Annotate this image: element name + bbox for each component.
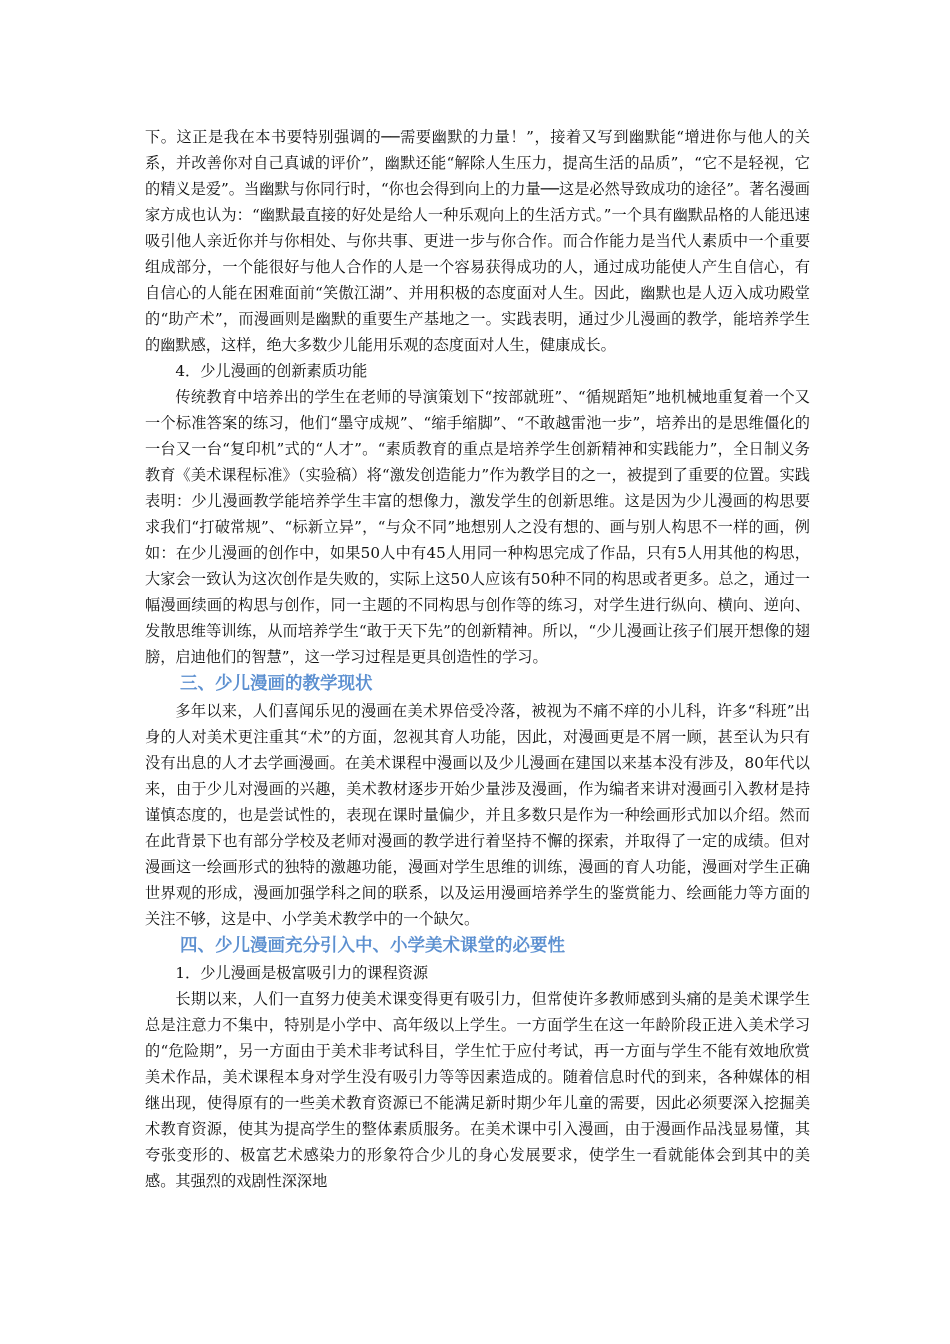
- document-page: [145, 124, 810, 1194]
- section-heading-necessity: 四、少儿漫画充分引入中、小学美术课堂的必要性: [180, 936, 565, 956]
- subheading-innovation-function: 4．少儿漫画的创新素质功能: [175, 362, 368, 380]
- paragraph-humor-continuation: 下。这正是我在本书要特别强调的──需要幽默的力量！”，接着又写到幽默能“增进你与他人的关系，并改善你对自己真诚的评价”，幽默还能“解除人生压力，提高生活的品质”，“它不是轻视，它的精义是爱”。当幽默与你同行时，“你也会得到向上的力量──这是必然导致成功的途径”。著名漫画家方成也认为：“幽默最直接的好处是给人一种乐观向上的生活方式。”一个具有幽默品格的人能迅速吸引他人亲近你并与你相处、与你共事、更进一步与你合作。而合作能力是当代人素质中一个重要组成部分，一个能很好与他人合作的人是一个容易获得成功的人，通过成功能使人产生自信心，有自信心的人能在困难面前“笑傲江湖”、并用积极的态度面对人生。因此，幽默也是人迈入成功殿堂的“助产术”，而漫画则是幽默的重要生产基地之一。实践表明，通过少儿漫画的教学，能培养学生的幽默感，这样，绝大多数少儿能用乐观的态度面对人生，健康成长。: [145, 128, 810, 354]
- paragraph-course-resource: 长期以来，人们一直努力使美术课变得更有吸引力，但常使许多教师感到头痛的是美术课学生总是注意力不集中，特别是小学中、高年级以上学生。一方面学生在这一年龄阶段正进入美术学习的“危险期”，另一方面由于美术非考试科目，学生忙于应付考试，再一方面与学生不能有效地欣赏美术作品，美术课程本身对学生没有吸引力等等因素造成的。随着信息时代的到来，各种媒体的相继出现，使得原有的一些美术教育资源已不能满足新时期少年儿童的需要，因此必须要深入挖掘美术教育资源，使其为提高学生的整体素质服务。在美术课中引入漫画，由于漫画作品浅显易懂，其夸张变形的、极富艺术感染力的形象符合少儿的身心发展要求，使学生一看就能体会到其中的美感。其强烈的戏剧性深深地: [145, 990, 810, 1190]
- section-heading-teaching-status: 三、少儿漫画的教学现状: [180, 674, 373, 694]
- paragraph-teaching-status: 多年以来，人们喜闻乐见的漫画在美术界倍受冷落，被视为不痛不痒的小儿科，许多“科班”出身的人对美术更注重其“术”的方面，忽视其育人功能，因此，对漫画更是不屑一顾，甚至认为只有没有出息的人才去学画漫画。在美术课程中漫画以及少儿漫画在建国以来基本没有涉及，80年代以来，由于少儿对漫画的兴趣，美术教材逐步开始少量涉及漫画，作为编者来讲对漫画引入教材是持谨慎态度的，也是尝试性的，表现在课时量偏少，并且多数只是作为一种绘画形式加以介绍。然而在此背景下也有部分学校及老师对漫画的教学进行着坚持不懈的探索，并取得了一定的成绩。但对漫画这一绘画形式的独特的激趣功能，漫画对学生思维的训练，漫画的育人功能，漫画对学生正确世界观的形成，漫画加强学科之间的联系，以及运用漫画培养学生的鉴赏能力、绘画能力等方面的关注不够，这是中、小学美术教学中的一个缺欠。: [145, 702, 810, 928]
- subheading-course-resource: 1．少儿漫画是极富吸引力的课程资源: [175, 964, 429, 982]
- paragraph-innovation: 传统教育中培养出的学生在老师的导演策划下“按部就班”、“循规蹈矩”地机械地重复着一个又一个标准答案的练习，他们“墨守成规”、“缩手缩脚”、“不敢越雷池一步”，培养出的是思维僵化的一台又一台“复印机”式的“人才”。“素质教育的重点是培养学生创新精神和实践能力”，全日制义务教育《美术课程标准》（实验稿）将“激发创造能力”作为教学目的之一，被提到了重要的位置。实践表明：少儿漫画教学能培养学生丰富的想像力，激发学生的创新思维。这是因为少儿漫画的构思要求我们“打破常规”、“标新立异”，“与众不同”地想别人之没有想的、画与别人构思不一样的画，例如：在少儿漫画的创作中，如果50人中有45人用同一种构思完成了作品，只有5人用其他的构思，大家会一致认为这次创作是失败的，实际上这50人应该有50种不同的构思或者更多。总之，通过一幅漫画续画的构思与创作，同一主题的不同构思与创作等的练习，对学生进行纵向、横向、逆向、发散思维等训练，从而培养学生“敢于天下先”的创新精神。所以，“少儿漫画让孩子们展开想像的翅膀，启迪他们的智慧”，这一学习过程是更具创造性的学习。: [145, 388, 810, 666]
